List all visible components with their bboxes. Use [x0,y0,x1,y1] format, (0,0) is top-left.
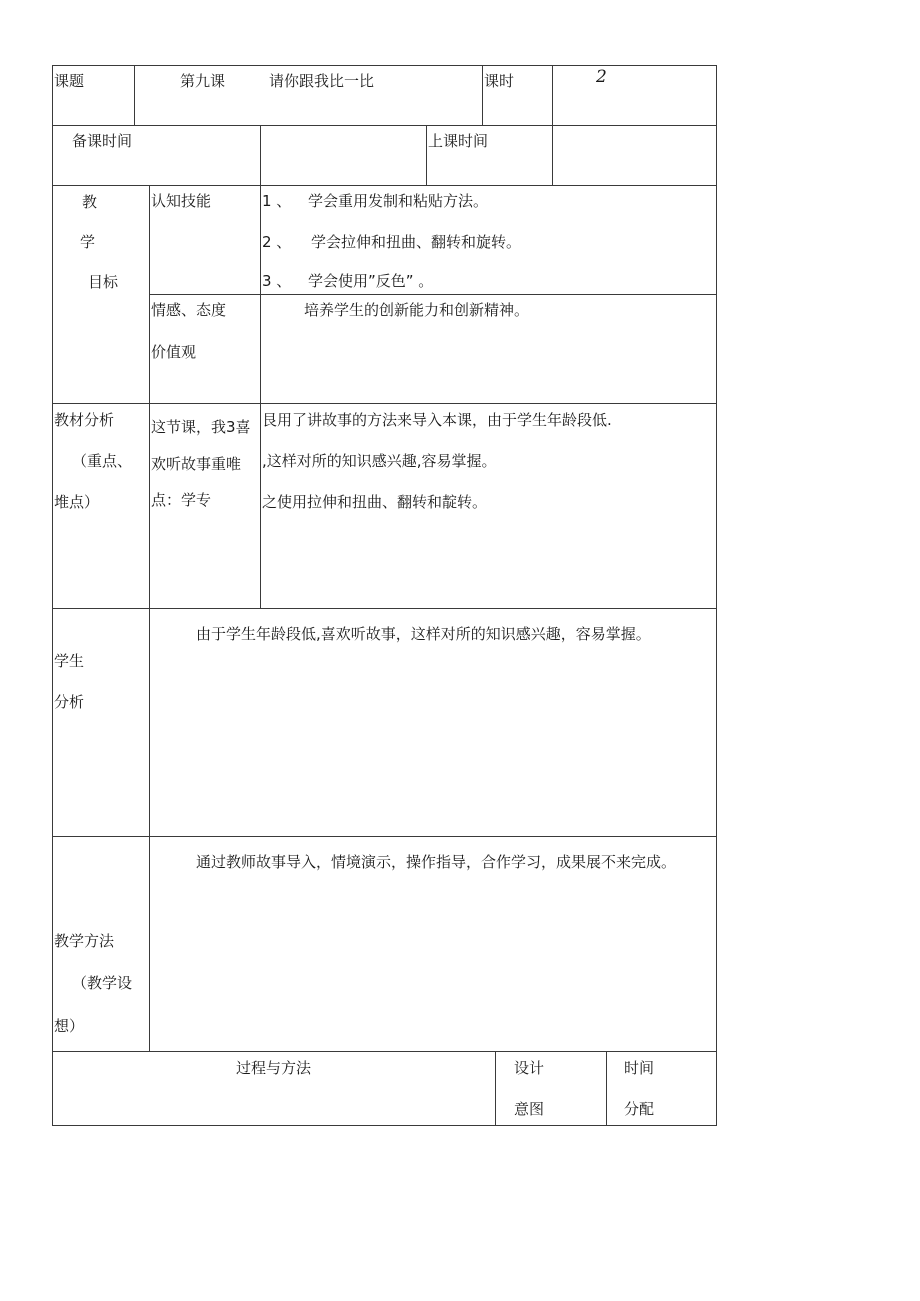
objective-text: 学会使用”反色” 。 [308,272,434,290]
title-label: 课题 [54,72,85,90]
row-divider [52,185,717,186]
design-label-2: 意图 [514,1100,545,1118]
column-divider [482,65,483,126]
column-divider [426,125,427,186]
objective-number: 3 、 [262,272,292,290]
method-text: 通过教师故事导入，情境演示，操作指导，合作学习，成果展不来完成。 [196,853,677,871]
material-line-2: ,这样对所的知识感兴趣,容易掌握。 [262,452,497,470]
time-label-2: 分配 [624,1100,655,1118]
material-label-1: 教材分析 [54,411,115,429]
method-label-3: 想） [54,1017,85,1035]
material-side-2: 欢听故事重唯 [151,455,242,473]
objectives-label-3: 目标 [88,273,119,291]
row-divider [52,125,717,126]
students-text: 由于学生年龄段低,喜欢听故事，这样对所的知识感兴趣，容易掌握。 [196,625,651,643]
material-label-2: （重点、 [72,452,133,470]
lesson-name: 请你跟我比一比 [269,72,375,90]
method-label-1: 教学方法 [54,932,115,950]
row-divider [52,608,717,609]
material-line-1: 艮用了讲故事的方法来导入本课，由于学生年龄段低. [262,411,612,429]
time-label-1: 时间 [624,1059,655,1077]
material-side-3: 点：学专 [151,491,212,509]
material-side-1: 这节课，我3喜 [151,418,251,436]
table-border-bottom [52,1125,717,1126]
objectives-label-1: 教 [82,193,98,211]
lesson-number: 第九课 [180,72,226,90]
row-divider [52,403,717,404]
table-border-left [52,65,53,1126]
column-divider [495,1051,496,1126]
cognitive-skills-label: 认知技能 [151,192,212,210]
row-divider [52,836,717,837]
material-line-3: 之使用拉伸和扭曲、翻转和靛转。 [262,493,488,511]
material-label-3: 堆点） [54,493,100,511]
row-divider [52,1051,717,1052]
prep-time-label: 备课时间 [72,132,133,150]
table-border-right [716,65,717,1126]
objective-text: 学会重用发制和粘贴方法。 [308,192,489,210]
objective-text: 学会拉伸和扭曲、翻转和旋转。 [311,233,522,251]
column-divider [149,185,150,1051]
method-label-2: （教学设 [72,974,133,992]
column-divider [134,65,135,126]
column-divider [606,1051,607,1126]
affective-label-1: 情感、态度 [151,301,227,319]
period-label: 课时 [484,72,515,90]
affective-label-2: 价值观 [151,343,197,361]
design-label-1: 设计 [514,1059,545,1077]
students-label-2: 分析 [54,693,85,711]
period-value: 2 [596,67,607,87]
students-label-1: 学生 [54,652,85,670]
objectives-label-2: 学 [80,233,96,251]
class-time-label: 上课时间 [428,132,489,150]
objective-number: 2 、 [262,233,292,251]
row-divider [149,294,717,295]
objective-number: 1 、 [262,192,292,210]
process-label: 过程与方法 [236,1059,312,1077]
column-divider [552,65,553,186]
affective-text: 培养学生的创新能力和创新精神。 [304,301,530,319]
table-border-top [52,65,717,66]
column-divider [260,125,261,608]
